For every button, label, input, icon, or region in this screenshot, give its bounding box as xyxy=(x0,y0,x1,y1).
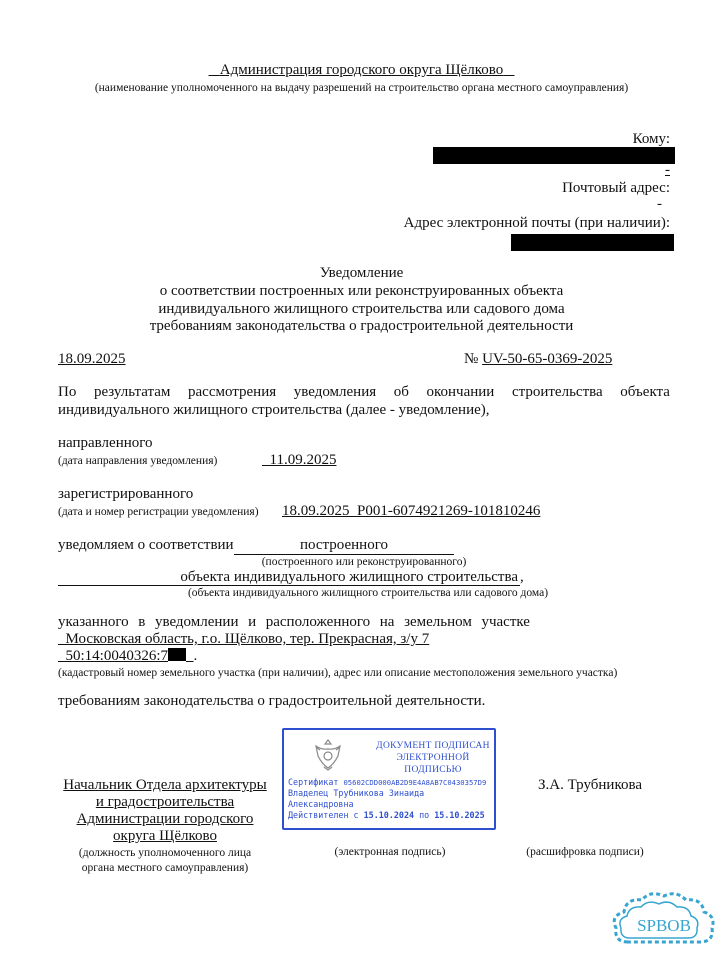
intro-line-2: индивидуального жилищного строительства (далее - уведомление), xyxy=(58,402,490,418)
sent-caption: (дата направления уведомления) xyxy=(58,455,218,467)
position-block xyxy=(40,777,290,845)
intro-word: об xyxy=(393,384,409,400)
notify-prefix: уведомляем о соответствии xyxy=(58,537,234,553)
object-line xyxy=(58,569,524,586)
authority-name xyxy=(0,62,723,79)
stamp-cert-line xyxy=(288,777,486,788)
requirements: требованиям законодательства о градостроительной деятельности. xyxy=(58,693,486,709)
postal-label: Почтовый адрес: xyxy=(562,180,670,196)
stamp-owner-line-2: Александровна xyxy=(288,799,354,809)
land-word: земельном xyxy=(404,614,472,630)
position-line-2: и градостроительства xyxy=(95,794,235,810)
registered-value: 18.09.2025 P001-6074921269-101810246 xyxy=(282,503,541,519)
intro-line-1 xyxy=(58,384,670,401)
object-caption: (объекта индивидуального жилищного строительства или садового дома) xyxy=(187,587,549,599)
stamp-valid-to-label: по xyxy=(419,810,430,820)
position-line-1: Начальник Отдела архитектуры xyxy=(63,777,267,793)
land-word: и xyxy=(248,614,257,630)
position-caption-1: (должность уполномоченного лица xyxy=(78,847,252,859)
intro-word: рассмотрения xyxy=(188,384,277,400)
position-caption-2: органа местного самоуправления) xyxy=(81,862,249,874)
stamp-owner-label: Владелец xyxy=(288,788,329,798)
sent-date-value: 11.09.2025 xyxy=(269,452,337,468)
stamp-cert-value: 05602CDD000AB2D9E4A8AB7C0430357D9 xyxy=(343,778,487,787)
name-caption: (расшифровка подписи) xyxy=(526,846,644,858)
intro-word: окончании xyxy=(426,384,495,400)
authority-text: Администрация городского округа Щёлково xyxy=(219,62,504,78)
land-word: уведомлении xyxy=(154,614,239,630)
cadastral-value: 50:14:0040326:7 xyxy=(65,648,169,664)
land-word: в xyxy=(138,614,146,630)
logo-text: SPBOB xyxy=(637,916,691,935)
address-line xyxy=(58,631,429,648)
stamp-valid-from: 15.10.2024 xyxy=(363,810,415,820)
title-line-4: требованиям законодательства о градостроительной деятельности xyxy=(149,318,574,334)
document-number xyxy=(464,351,612,368)
position-line-4: округа Щёлково xyxy=(113,828,217,844)
stamp-title-1: ДОКУМЕНТ ПОДПИСАН xyxy=(376,741,490,751)
title-line-3: индивидуального жилищного строительства или садового дома xyxy=(158,301,565,317)
object-comma: , xyxy=(520,569,524,585)
stamp-owner-value: Трубникова Зинаида xyxy=(333,788,425,798)
email-label: Адрес электронной почты (при наличии): xyxy=(403,215,670,231)
cadastral-end: . xyxy=(193,648,198,664)
title-line-2: о соответствии построенных или реконструированных объекта xyxy=(159,283,564,299)
stamp-valid-line xyxy=(288,810,485,821)
redacted-email xyxy=(511,234,674,251)
esign-caption: (электронная подпись) xyxy=(334,846,446,858)
intro-word: объекта xyxy=(620,384,670,400)
land-line xyxy=(58,614,530,631)
position-caption xyxy=(40,846,290,876)
registered-label: зарегистрированного xyxy=(58,486,194,502)
land-caption: (кадастровый номер земельного участка (при наличии), адрес или описание местоположения земельного участка) xyxy=(58,667,618,679)
to-label: Кому: xyxy=(632,131,670,147)
stamp-valid-to: 15.10.2025 xyxy=(434,810,485,820)
cadastral-line xyxy=(58,648,197,665)
intro-word: результатам xyxy=(93,384,171,400)
intro-word: По xyxy=(58,384,77,400)
document-date: 18.09.2025 xyxy=(58,351,126,367)
title-line-1: Уведомление xyxy=(319,265,404,281)
spbob-logo xyxy=(610,892,718,954)
land-word: на xyxy=(379,614,395,630)
notify-caption: (построенного или реконструированного) xyxy=(261,556,467,568)
stamp-owner-line xyxy=(288,788,424,799)
land-word: участке xyxy=(481,614,530,630)
notify-value: построенного xyxy=(234,537,454,555)
number-value: UV-50-65-0369-2025 xyxy=(482,351,613,367)
sent-date xyxy=(262,452,336,469)
position-line-3: Администрации городского xyxy=(76,811,254,827)
stamp-title-2: ЭЛЕКТРОННОЙ ПОДПИСЬЮ xyxy=(396,753,470,775)
land-word: расположенного xyxy=(265,614,371,630)
intro-word: строительства xyxy=(511,384,603,400)
signer-name: З.А. Трубникова xyxy=(537,777,643,793)
stamp-valid-label: Действителен с xyxy=(288,810,359,820)
stamp-cert-label: Сертификат xyxy=(288,777,339,787)
address-value: Московская область, г.о. Щёлково, тер. Прекрасная, з/у 7 xyxy=(65,631,430,647)
to-dash: - xyxy=(665,162,670,178)
sent-label: направленного xyxy=(58,435,153,451)
number-prefix: № xyxy=(464,351,479,367)
registered-caption: (дата и номер регистрации уведомления) xyxy=(58,506,259,518)
coat-of-arms-icon xyxy=(308,734,348,774)
object-value: объекта индивидуального жилищного строительства xyxy=(58,569,520,586)
land-word: указанного xyxy=(58,614,129,630)
stamp-title xyxy=(372,740,494,776)
e-signature-stamp xyxy=(282,728,496,830)
authority-caption: (наименование уполномоченного на выдачу разрешений на строительство органа местного самоуправления) xyxy=(94,82,629,94)
intro-word: уведомления xyxy=(293,384,377,400)
redacted-cadastral xyxy=(168,648,186,661)
postal-value: - xyxy=(657,196,662,212)
